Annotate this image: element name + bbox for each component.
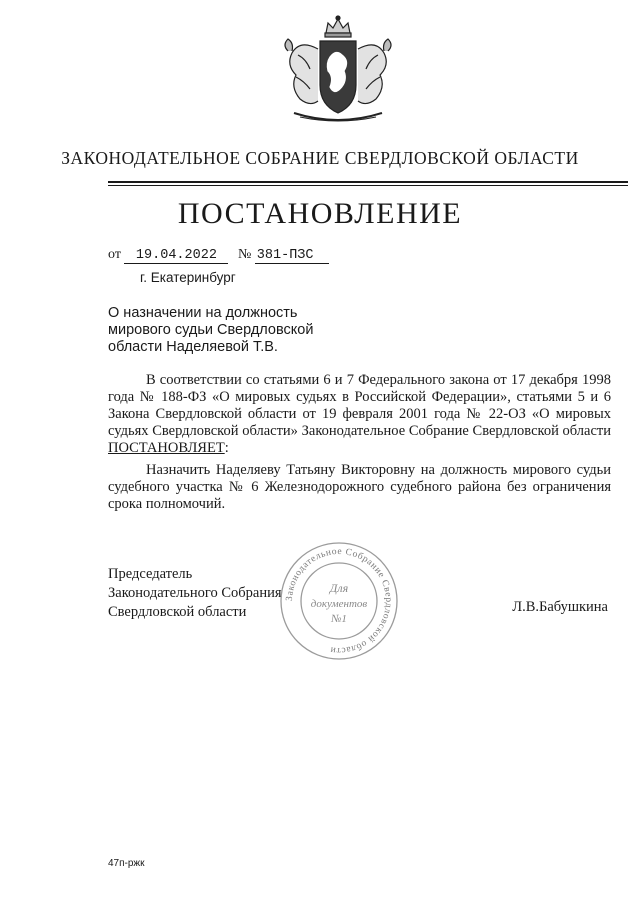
document-number: 381-ПЗС <box>255 248 329 264</box>
number-prefix: № <box>237 247 252 262</box>
date-prefix: от <box>108 247 121 262</box>
stamp-center-line: документов <box>310 598 368 610</box>
organization-name: ЗАКОНОДАТЕЛЬНОЕ СОБРАНИЕ СВЕРДЛОВСКОЙ ОБЛАСТИ <box>61 148 579 168</box>
document-body <box>108 372 611 513</box>
signatory-title-line: Председатель <box>108 566 193 582</box>
footer-code: 47п-ржк <box>108 858 145 869</box>
body-paragraph <box>108 372 611 457</box>
paragraph-punct: : <box>224 440 229 456</box>
issue-city: г. Екатеринбург <box>140 270 236 285</box>
paragraph-text: В соответствии со статьями 6 и 7 Федерального закона от 17 декабря 1998 года № 188-ФЗ «О мировых судьях в Российской Федерации», статьями 5 и 6 Закона Свердловской области от 19 февраля 2001 года № 22-ОЗ «О мировых судьях Свердловской области» Законодательное Собрание Свердловской области <box>108 372 611 439</box>
document-type-title: ПОСТАНОВЛЕНИЕ <box>177 197 463 230</box>
signatory-title <box>108 565 282 622</box>
subject-line: О назначении на должность <box>108 305 298 321</box>
body-paragraph: Назначить Наделяеву Татьяну Викторовну на должность мирового судьи судебного участка № 6 Железнодорожного судебного района без ограничения срока полномочий. <box>108 462 611 512</box>
document-date: 19.04.2022 <box>124 248 228 264</box>
header-rule-thin <box>108 185 628 186</box>
date-number-line <box>108 247 329 264</box>
stamp-center-line: Для <box>329 581 349 595</box>
official-stamp <box>278 540 400 662</box>
stamp-center-line: №1 <box>331 613 347 625</box>
signatory-name: Л.В.Бабушкина <box>512 599 608 615</box>
header-rule-thick <box>108 181 628 183</box>
coat-of-arms-emblem <box>270 15 406 127</box>
subject-line: области Наделяевой Т.В. <box>108 339 278 355</box>
resolution-keyword: ПОСТАНОВЛЯЕТ <box>108 440 225 456</box>
signatory-title-line: Свердловской области <box>108 604 247 620</box>
stamp-ring-text: Законодательное Собрание Свердловской области <box>284 546 394 656</box>
subject-line: мирового судьи Свердловской <box>108 322 314 338</box>
document-subject <box>108 305 313 356</box>
signatory-title-line: Законодательного Собрания <box>108 585 282 601</box>
